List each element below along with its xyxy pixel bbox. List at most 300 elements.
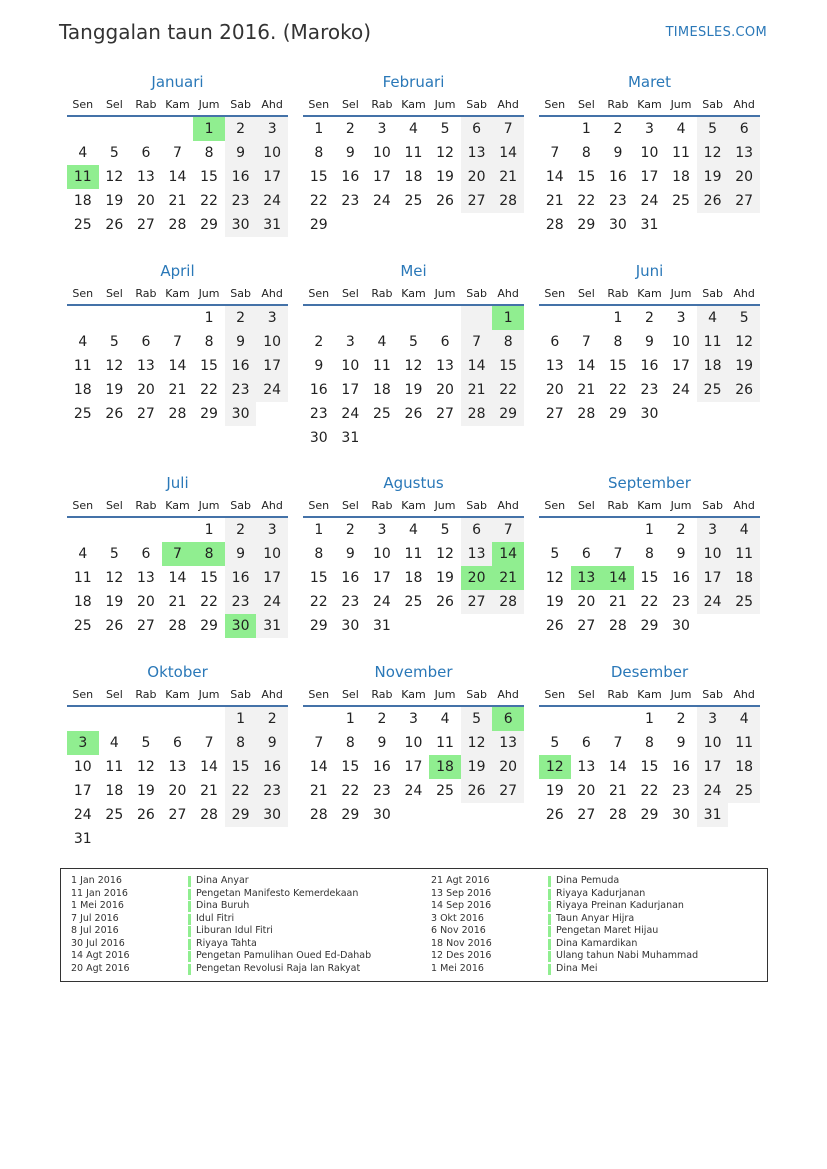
- holiday-name-row: [188, 938, 371, 951]
- day-cell: 11: [105, 759, 124, 775]
- month-september: [539, 472, 760, 638]
- holiday-date: 14 Agt 2016: [71, 950, 130, 961]
- day-cell-holiday: 13: [571, 566, 603, 590]
- weekday-label: Rab: [371, 688, 393, 701]
- holiday-name-row: [548, 963, 698, 976]
- day-cell: 10: [672, 334, 690, 350]
- day-cell-empty: [162, 117, 194, 141]
- month-name: Oktober: [147, 663, 208, 681]
- day-cell: 14: [168, 169, 187, 185]
- day-cell: 30: [341, 618, 360, 634]
- day-cell: 22: [640, 594, 659, 610]
- day-cell: 30: [608, 217, 627, 233]
- day-cell: 5: [141, 735, 151, 751]
- day-cell: 6: [550, 334, 560, 350]
- day-cell: 28: [492, 590, 524, 614]
- day-cell: 2: [345, 522, 355, 538]
- weekday-label: Sen: [544, 98, 566, 111]
- day-cell: 29: [309, 618, 328, 634]
- day-cell: 3: [345, 334, 355, 350]
- month-name: November: [374, 663, 453, 681]
- day-cell: 22: [640, 783, 659, 799]
- weekday-label: Jum: [670, 688, 692, 701]
- day-cell: 12: [404, 358, 423, 374]
- day-cell: 22: [225, 779, 257, 803]
- day-cell: 21: [461, 378, 493, 402]
- day-cell: 15: [608, 358, 627, 374]
- day-cell: 3: [676, 310, 686, 326]
- day-cell: 28: [309, 807, 328, 823]
- day-cell: 7: [461, 330, 493, 354]
- day-cell: 21: [168, 594, 187, 610]
- day-cell-empty: [67, 117, 99, 141]
- day-cell: 4: [377, 334, 387, 350]
- day-cell: 27: [168, 807, 187, 823]
- day-cell: 11: [73, 358, 92, 374]
- weekday-label: Sen: [72, 688, 94, 701]
- day-cell: 28: [200, 807, 218, 823]
- weekday-label: Sel: [577, 499, 595, 512]
- weekday-label: Sab: [702, 499, 723, 512]
- day-cell: 27: [492, 779, 524, 803]
- day-cell: 5: [409, 334, 418, 350]
- holiday-color-marker: [548, 901, 551, 912]
- legend-left-names: [188, 875, 371, 975]
- weekday-header: [67, 93, 288, 117]
- day-cell: 20: [136, 193, 155, 209]
- day-cell: 8: [645, 546, 654, 562]
- day-cell: 31: [341, 430, 360, 446]
- day-cell: 4: [440, 711, 450, 727]
- day-cell: 16: [341, 169, 360, 185]
- day-cell: 14: [608, 759, 627, 775]
- day-cell: 4: [78, 145, 88, 161]
- day-cell: 25: [73, 217, 92, 233]
- day-cell: 12: [436, 546, 454, 562]
- day-cell: 26: [436, 594, 454, 610]
- day-cell: 1: [645, 711, 654, 727]
- day-cell: 2: [645, 310, 654, 326]
- weekday-label: Rab: [371, 98, 393, 111]
- weekday-label: Kam: [165, 287, 190, 300]
- weekday-label: Jum: [670, 499, 692, 512]
- weekday-label: Rab: [607, 499, 629, 512]
- day-cell: 18: [672, 169, 690, 185]
- weekday-label: Rab: [135, 98, 157, 111]
- holiday-color-marker: [188, 964, 191, 975]
- month-name: April: [160, 262, 195, 280]
- day-cell: 25: [73, 406, 92, 422]
- day-cell: 15: [577, 169, 596, 185]
- day-cell: 7: [314, 735, 324, 751]
- weekday-label: Ahd: [261, 499, 283, 512]
- day-cell: 11: [404, 145, 423, 161]
- month-name: Februari: [382, 73, 445, 91]
- day-grid: [67, 117, 288, 237]
- brand-link[interactable]: TIMESLES.COM: [665, 25, 767, 40]
- holiday-color-marker: [548, 939, 551, 950]
- day-cell-empty: [130, 306, 162, 330]
- day-grid: [303, 306, 524, 450]
- day-cell: 17: [372, 570, 391, 586]
- day-cell: 1: [314, 121, 324, 137]
- weekday-label: Jum: [434, 688, 456, 701]
- weekday-header: [539, 93, 760, 117]
- weekday-label: Kam: [637, 688, 662, 701]
- day-cell: 28: [577, 406, 596, 422]
- weekday-label: Sab: [230, 98, 251, 111]
- day-cell: 26: [697, 189, 729, 213]
- day-cell-empty: [429, 306, 461, 330]
- holiday-name-row: [548, 925, 698, 938]
- holiday-date: 1 Mei 2016: [71, 900, 124, 911]
- month-maret: [539, 71, 760, 237]
- weekday-label: Sel: [105, 499, 123, 512]
- day-cell: 26: [461, 779, 493, 803]
- day-cell: 13: [492, 731, 524, 755]
- weekday-label: Rab: [135, 499, 157, 512]
- weekday-label: Ahd: [261, 98, 283, 111]
- day-cell: 28: [545, 217, 564, 233]
- day-cell: 14: [200, 759, 218, 775]
- holiday-color-marker: [548, 914, 551, 925]
- page-header: [59, 20, 767, 50]
- day-cell: 31: [640, 217, 659, 233]
- day-cell: 25: [728, 590, 760, 614]
- day-cell: 5: [550, 735, 560, 751]
- day-cell: 24: [372, 594, 391, 610]
- day-cell: 6: [581, 735, 591, 751]
- day-cell: 27: [136, 618, 155, 634]
- day-cell: 12: [697, 141, 729, 165]
- day-cell: 26: [105, 217, 124, 233]
- day-cell: 8: [314, 546, 324, 562]
- day-cell: 25: [436, 783, 454, 799]
- holiday-name: Riyaya Preinan Kadurjanan: [556, 900, 684, 911]
- page-title: Tanggalan taun 2016. (Maroko): [59, 20, 371, 44]
- weekday-label: Kam: [165, 98, 190, 111]
- day-cell: 18: [728, 566, 760, 590]
- day-cell: 17: [256, 354, 288, 378]
- day-cell: 10: [372, 145, 391, 161]
- weekday-label: Sel: [341, 499, 359, 512]
- day-cell-empty: [539, 306, 571, 330]
- weekday-label: Sel: [341, 287, 359, 300]
- weekday-label: Rab: [607, 287, 629, 300]
- day-cell: 25: [73, 618, 92, 634]
- day-cell: 2: [256, 707, 288, 731]
- weekday-label: Sel: [341, 688, 359, 701]
- day-cell: 19: [545, 783, 564, 799]
- day-cell: 3: [409, 711, 418, 727]
- holiday-name: Ulang tahun Nabi Muhammad: [556, 950, 699, 961]
- weekday-label: Jum: [198, 98, 220, 111]
- day-cell: 9: [613, 145, 623, 161]
- day-cell-empty: [571, 518, 603, 542]
- day-cell: 2: [314, 334, 324, 350]
- day-cell: 14: [492, 141, 524, 165]
- day-grid: [67, 518, 288, 638]
- day-cell: 17: [697, 755, 729, 779]
- day-cell: 19: [545, 594, 564, 610]
- day-cell-empty: [99, 707, 131, 731]
- day-cell: 23: [225, 378, 257, 402]
- day-grid: [539, 707, 760, 827]
- day-cell: 17: [640, 169, 659, 185]
- day-cell: 12: [461, 731, 493, 755]
- day-cell: 9: [225, 141, 257, 165]
- holiday-color-marker: [188, 926, 191, 937]
- day-cell-holiday: 11: [67, 165, 99, 189]
- weekday-header: [67, 282, 288, 306]
- legend-right-names: [548, 875, 698, 975]
- day-cell: 27: [461, 590, 493, 614]
- day-cell: 26: [404, 406, 423, 422]
- day-cell: 26: [545, 618, 564, 634]
- day-cell: 30: [672, 807, 690, 823]
- day-cell: 12: [105, 169, 124, 185]
- day-cell: 29: [577, 217, 596, 233]
- day-cell: 30: [256, 803, 288, 827]
- holiday-name-row: [188, 900, 371, 913]
- day-cell: 7: [173, 334, 182, 350]
- holiday-date: 7 Jul 2016: [71, 912, 119, 924]
- month-name: Januari: [151, 73, 204, 91]
- month-februari: [303, 71, 524, 237]
- holiday-date: 13 Sep 2016: [431, 887, 492, 899]
- day-cell: 1: [613, 310, 623, 326]
- day-cell: 10: [256, 330, 288, 354]
- holiday-name: Pengetan Manifesto Kemerdekaan: [196, 887, 359, 899]
- day-cell: 15: [492, 354, 524, 378]
- weekday-label: Kam: [401, 287, 426, 300]
- day-cell: 18: [728, 755, 760, 779]
- day-cell: 6: [141, 334, 151, 350]
- weekday-label: Sel: [105, 98, 123, 111]
- day-cell: 13: [136, 169, 155, 185]
- holiday-name: Riyaya Kadurjanan: [556, 887, 646, 899]
- weekday-label: Sel: [105, 688, 123, 701]
- day-grid: [67, 306, 288, 426]
- day-cell-holiday: 8: [193, 542, 225, 566]
- day-cell: 9: [225, 542, 257, 566]
- day-cell: 25: [672, 193, 690, 209]
- day-cell-holiday: 30: [225, 614, 257, 638]
- day-cell: 16: [256, 755, 288, 779]
- day-cell: 22: [492, 378, 524, 402]
- day-cell: 15: [200, 358, 218, 374]
- weekday-label: Sen: [72, 98, 94, 111]
- day-cell: 11: [73, 570, 92, 586]
- day-cell: 20: [168, 783, 187, 799]
- day-cell: 27: [577, 807, 596, 823]
- day-cell: 10: [404, 735, 423, 751]
- day-grid: [303, 518, 524, 638]
- day-cell: 7: [613, 546, 623, 562]
- day-cell: 9: [676, 546, 686, 562]
- holiday-date: 6 Nov 2016: [431, 925, 486, 936]
- day-cell: 30: [225, 213, 257, 237]
- day-cell: 31: [697, 803, 729, 827]
- weekday-label: Ahd: [733, 98, 755, 111]
- day-cell: 7: [173, 145, 182, 161]
- day-cell-holiday: 14: [602, 566, 634, 590]
- day-cell: 24: [404, 783, 423, 799]
- day-cell: 16: [225, 566, 257, 590]
- holiday-color-marker: [548, 876, 551, 887]
- day-cell: 15: [640, 759, 659, 775]
- day-cell: 26: [105, 406, 124, 422]
- weekday-label: Sel: [341, 98, 359, 111]
- day-cell: 28: [168, 217, 187, 233]
- day-cell: 28: [608, 807, 627, 823]
- day-cell: 10: [372, 546, 391, 562]
- day-cell: 19: [404, 382, 423, 398]
- day-cell: 24: [73, 807, 92, 823]
- day-grid: [539, 306, 760, 426]
- weekday-label: Jum: [434, 499, 456, 512]
- day-cell: 16: [309, 382, 328, 398]
- day-cell: 15: [640, 570, 659, 586]
- day-cell: 12: [436, 145, 454, 161]
- day-cell: 23: [341, 594, 360, 610]
- day-cell-holiday: 7: [162, 542, 194, 566]
- weekday-label: Sen: [72, 287, 94, 300]
- holiday-date: 1 Mei 2016: [431, 962, 484, 974]
- day-cell: 5: [109, 145, 119, 161]
- day-cell: 21: [545, 193, 564, 209]
- day-cell: 23: [341, 193, 360, 209]
- day-cell: 28: [492, 189, 524, 213]
- day-cell: 8: [345, 735, 355, 751]
- day-cell: 1: [314, 522, 324, 538]
- holiday-name-row: [188, 875, 371, 888]
- weekday-label: Sen: [544, 499, 566, 512]
- holiday-name: Pengetan Revolusi Raja lan Rakyat: [196, 962, 361, 974]
- day-cell: 23: [672, 594, 690, 610]
- day-cell: 2: [676, 522, 686, 538]
- holiday-color-marker: [548, 951, 551, 962]
- day-cell: 21: [200, 783, 218, 799]
- day-cell: 5: [697, 117, 729, 141]
- holiday-name-row: [548, 900, 698, 913]
- day-cell: 24: [256, 590, 288, 614]
- weekday-label: Jum: [198, 499, 220, 512]
- holiday-color-marker: [188, 901, 191, 912]
- day-cell: 13: [728, 141, 760, 165]
- holiday-color-marker: [548, 889, 551, 900]
- holiday-date: 8 Jul 2016: [71, 925, 119, 936]
- day-cell-holiday: 1: [492, 306, 524, 330]
- day-cell: 30: [372, 807, 391, 823]
- day-cell: 2: [225, 306, 257, 330]
- weekday-label: Sen: [544, 287, 566, 300]
- weekday-label: Sab: [702, 688, 723, 701]
- day-cell: 12: [728, 330, 760, 354]
- day-cell: 30: [225, 402, 257, 426]
- day-cell: 8: [225, 731, 257, 755]
- day-cell: 5: [109, 546, 119, 562]
- day-cell: 31: [372, 618, 391, 634]
- day-cell: 8: [492, 330, 524, 354]
- holiday-name: Dina Pemuda: [556, 875, 620, 886]
- day-cell: 20: [545, 382, 564, 398]
- month-april: [67, 260, 288, 426]
- day-cell: 29: [341, 807, 360, 823]
- day-cell: 13: [436, 358, 454, 374]
- weekday-label: Rab: [607, 98, 629, 111]
- day-cell: 1: [204, 310, 214, 326]
- day-cell: 6: [461, 518, 493, 542]
- day-cell: 3: [256, 306, 288, 330]
- day-cell: 21: [492, 165, 524, 189]
- day-cell: 9: [345, 145, 355, 161]
- day-cell: 9: [256, 731, 288, 755]
- day-cell: 8: [645, 735, 654, 751]
- day-cell: 10: [697, 542, 729, 566]
- holiday-date: 3 Okt 2016: [431, 912, 484, 924]
- holiday-date: 18 Nov 2016: [431, 937, 492, 949]
- weekday-header: [539, 494, 760, 518]
- weekday-header: [303, 683, 524, 707]
- day-cell: 10: [73, 759, 92, 775]
- day-cell: 11: [372, 358, 391, 374]
- day-cell: 8: [204, 334, 214, 350]
- day-cell-holiday: 14: [492, 542, 524, 566]
- day-cell-empty: [67, 707, 99, 731]
- day-cell: 14: [309, 759, 328, 775]
- day-cell: 5: [461, 707, 493, 731]
- weekday-label: Jum: [198, 287, 220, 300]
- holiday-color-marker: [548, 926, 551, 937]
- holiday-date: 1 Jan 2016: [71, 875, 122, 886]
- day-cell: 11: [404, 546, 423, 562]
- day-cell: 31: [256, 614, 288, 638]
- day-cell: 19: [105, 594, 124, 610]
- day-cell: 16: [372, 759, 391, 775]
- weekday-header: [67, 683, 288, 707]
- day-cell: 10: [697, 731, 729, 755]
- holiday-name-row: [188, 950, 371, 963]
- day-cell: 26: [136, 807, 155, 823]
- day-cell: 26: [545, 807, 564, 823]
- day-cell-empty: [571, 707, 603, 731]
- day-cell: 19: [136, 783, 155, 799]
- day-cell: 15: [200, 169, 218, 185]
- day-cell: 18: [73, 594, 92, 610]
- month-oktober: [67, 661, 288, 851]
- weekday-label: Rab: [371, 287, 393, 300]
- holiday-name: Dina Anyar: [196, 875, 249, 886]
- month-agustus: [303, 472, 524, 638]
- day-cell: 4: [697, 306, 729, 330]
- weekday-label: Sen: [72, 499, 94, 512]
- weekday-label: Kam: [401, 688, 426, 701]
- day-cell: 12: [545, 570, 564, 586]
- day-cell: 21: [168, 193, 187, 209]
- weekday-label: Sen: [544, 688, 566, 701]
- day-cell: 23: [672, 783, 690, 799]
- holiday-color-marker: [188, 889, 191, 900]
- day-cell: 2: [225, 518, 257, 542]
- holiday-legend: [60, 868, 768, 982]
- day-cell: 27: [136, 217, 155, 233]
- day-cell: 18: [697, 354, 729, 378]
- weekday-label: Ahd: [497, 98, 519, 111]
- day-cell: 27: [545, 406, 564, 422]
- day-cell-holiday: 20: [461, 566, 493, 590]
- day-cell: 2: [676, 711, 686, 727]
